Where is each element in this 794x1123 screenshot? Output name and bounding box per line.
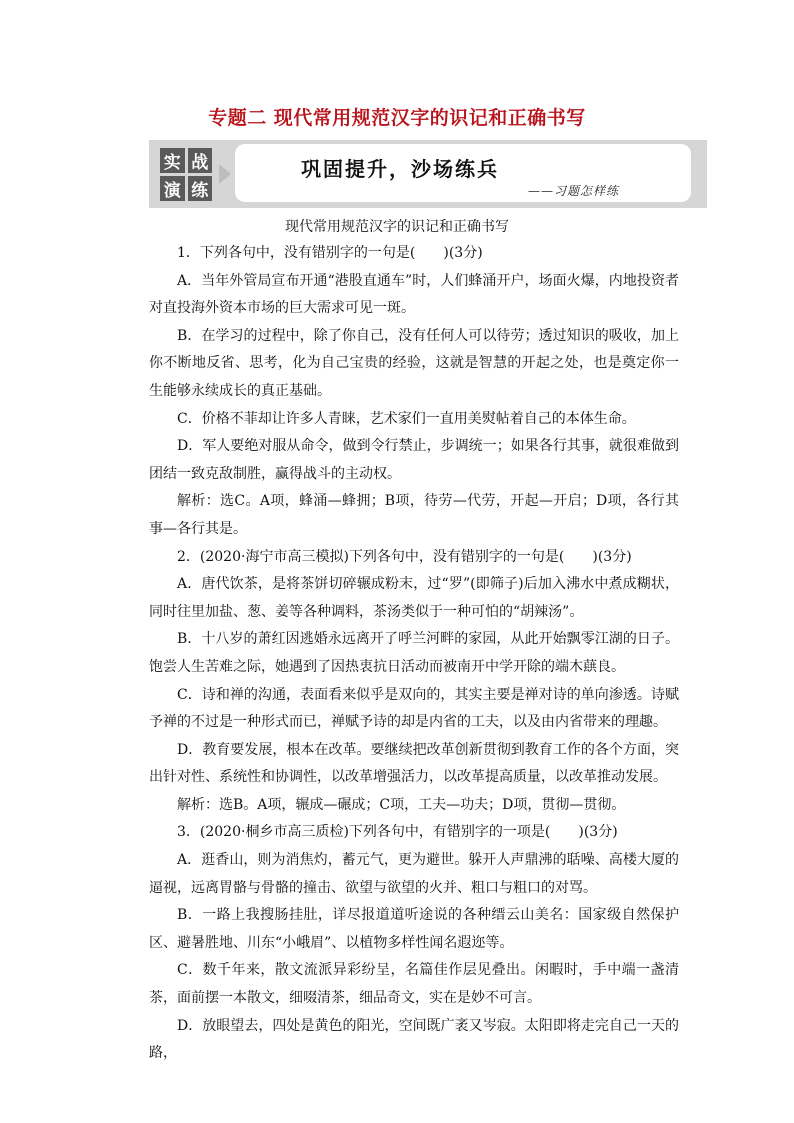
paragraph: 解析：选C。A项，蜂涌—蜂拥；B项，待劳—代劳，开起—开启；D项，各行其事—各行其是。: [149, 493, 679, 537]
banner-subheading: ——习题怎样练: [527, 184, 619, 198]
badge-char: 演: [160, 176, 185, 201]
badge-char: 战: [188, 148, 213, 173]
paragraph: A．逛香山，则为消焦灼，蓄元气，更为避世。躲开人声鼎沸的聒噪、高楼大厦的逼视，远离胃骼与骨骼的撞击、欲望与欲望的火并、粗口与粗口的对骂。: [149, 852, 679, 896]
paragraph: D．教育要发展，根本在改革。要继续把改革创新贯彻到教育工作的各个方面，突出针对性、系统性和协调性，以改革增强活力，以改革提高质量，以改革推动发展。: [149, 741, 679, 786]
banner-arrow-icon: [219, 164, 231, 184]
paragraph: B．在学习的过程中，除了你自己，没有任何人可以待劳；透过知识的吸收，加上你不断地反省、思考，化为自己宝贵的经验，这就是智慧的开起之处，也是奠定你一生能够永续成长的真正基础。: [149, 327, 679, 399]
badge-char: 练: [188, 176, 213, 201]
paragraph: 3．(2020·桐乡市高三质检)下列各句中，有错别字的一项是( )(3分): [177, 824, 618, 841]
paragraph: D．放眼望去，四处是黄色的阳光，空间既广袤又岑寂。太阳即将走完自己一天的路，: [149, 1017, 679, 1062]
practice-badge: [158, 146, 214, 202]
paragraph: B．一路上我搜肠挂肚，详尽报道道听途说的各种缙云山美名：国家级自然保护区、避暑胜地、川东“小峨眉”、以植物多样性闻名遐迩等。: [149, 907, 679, 951]
paragraph: C．诗和禅的沟通，表面看来似乎是双向的，其实主要是禅对诗的单向渗透。诗赋予禅的不过是一种形式而已，禅赋予诗的却是内省的工夫，以及由内省带来的理趣。: [149, 686, 679, 731]
document-body: [149, 240, 679, 1068]
paragraph: C．价格不菲却让许多人青睐，艺术家们一直用美熨帖着自己的本体生命。: [177, 410, 636, 427]
section-banner: [149, 140, 707, 208]
paragraph: 2．(2020·海宁市高三模拟)下列各句中，没有错别字的一句是( )(3分): [177, 548, 632, 565]
page-title: 专题二 现代常用规范汉字的识记和正确书写: [208, 107, 586, 129]
paragraph: B．十八岁的萧红因逃婚永远离开了呼兰河畔的家园，从此开始飘零江湖的日子。饱尝人生苦难之际，她遇到了因热衷抗日活动而被南开中学开除的端木蕻良。: [149, 631, 679, 675]
paragraph: A．当年外管局宣布开通“港股直通车”时，人们蜂涌开户，场面火爆，内地投资者对直投海外资本市场的巨大需求可见一斑。: [149, 272, 679, 317]
banner-panel: [235, 144, 691, 202]
banner-heading: 巩固提升，沙场练兵: [301, 157, 499, 181]
paragraph: A．唐代饮茶，是将茶饼切碎辗成粉末，过“罗”(即筛子)后加入沸水中煮成糊状，同时往里加盐、葱、姜等各种调料，茶汤类似于一种可怕的“胡辣汤”。: [149, 576, 679, 620]
paragraph: C．数千年来，散文流派异彩纷呈，名篇佳作层见叠出。闲暇时，手中端一盏清茶，面前摆一本散文，细啜清茶，细品奇文，实在是妙不可言。: [149, 962, 679, 1007]
paragraph: D．军人要绝对服从命令，做到令行禁止，步调统一；如果各行其事，就很难做到团结一致克敌制胜，赢得战斗的主动权。: [149, 438, 679, 482]
section-subtitle: 现代常用规范汉字的识记和正确书写: [285, 219, 509, 235]
paragraph: 1．下列各句中，没有错别字的一句是( )(3分): [177, 245, 483, 261]
paragraph: 解析：选B。A项，辗成—碾成；C项，工夫—功夫；D项，贯彻—贯彻。: [177, 796, 626, 813]
badge-char: 实: [160, 148, 185, 173]
